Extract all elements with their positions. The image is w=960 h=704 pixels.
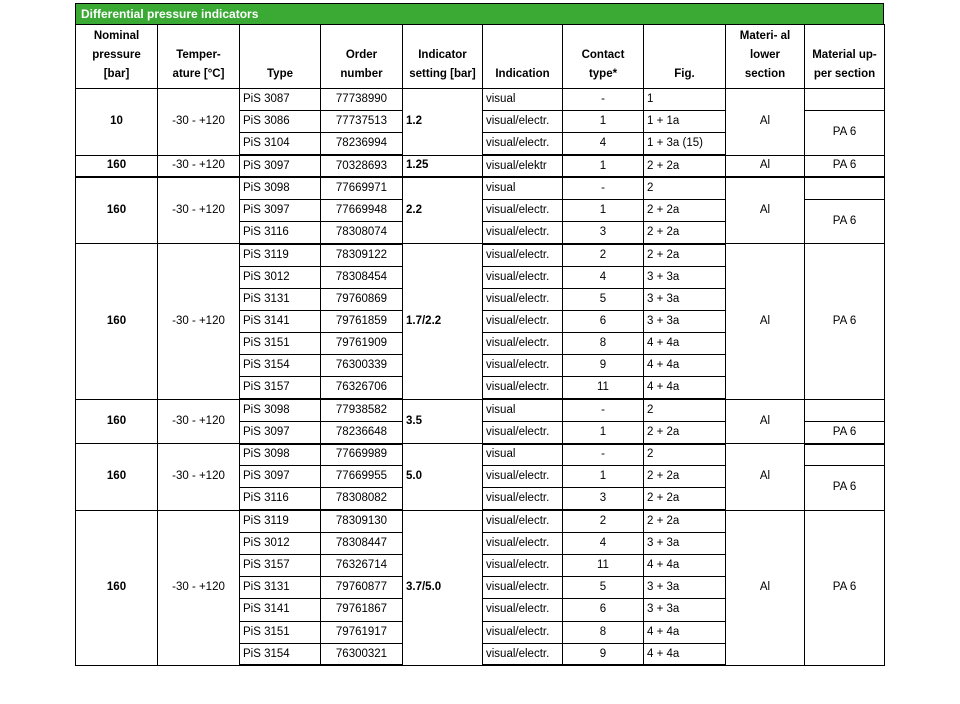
indication-cell: visual/electr. bbox=[483, 510, 563, 532]
order-number-cell: 78236994 bbox=[321, 133, 403, 155]
indicator-setting-cell: 5.0 bbox=[403, 444, 483, 511]
order-number-cell: 79760877 bbox=[321, 577, 403, 599]
contact-type-cell: 1 bbox=[563, 421, 644, 443]
fig-cell: 1 + 1a bbox=[644, 111, 726, 133]
type-cell: PiS 3157 bbox=[240, 377, 321, 399]
indicator-setting-cell: 3.5 bbox=[403, 399, 483, 443]
contact-type-cell: 3 bbox=[563, 488, 644, 510]
fig-cell: 2 bbox=[644, 399, 726, 421]
indicator-table bbox=[75, 24, 885, 666]
nominal-pressure-cell: 160 bbox=[76, 244, 158, 399]
type-cell: PiS 3154 bbox=[240, 355, 321, 377]
order-number-cell: 79761859 bbox=[321, 310, 403, 332]
fig-cell: 3 + 3a bbox=[644, 577, 726, 599]
type-cell: PiS 3012 bbox=[240, 532, 321, 554]
material-lower-cell: Al bbox=[726, 510, 805, 665]
contact-type-cell: - bbox=[563, 399, 644, 421]
type-cell: PiS 3119 bbox=[240, 510, 321, 532]
indication-cell: visual/electr. bbox=[483, 532, 563, 554]
order-number-cell: 77669955 bbox=[321, 466, 403, 488]
fig-cell: 2 + 2a bbox=[644, 222, 726, 244]
fig-cell: 4 + 4a bbox=[644, 554, 726, 576]
table-title: Differential pressure indicators bbox=[75, 3, 884, 24]
order-number-cell: 77669971 bbox=[321, 177, 403, 199]
header-material-upper: Material up- per section bbox=[805, 25, 885, 89]
order-number-cell: 76300321 bbox=[321, 643, 403, 665]
fig-cell: 2 + 2a bbox=[644, 199, 726, 221]
material-upper-cell: PA 6 bbox=[805, 421, 885, 443]
type-cell: PiS 3116 bbox=[240, 222, 321, 244]
order-number-cell: 79761909 bbox=[321, 333, 403, 355]
temperature-cell: -30 - +120 bbox=[158, 177, 240, 244]
contact-type-cell: 9 bbox=[563, 643, 644, 665]
indication-cell: visual/electr. bbox=[483, 577, 563, 599]
fig-cell: 2 + 2a bbox=[644, 244, 726, 266]
material-upper-cell: PA 6 bbox=[805, 510, 885, 665]
nominal-pressure-cell: 10 bbox=[76, 89, 158, 156]
table-row bbox=[76, 89, 885, 111]
fig-cell: 3 + 3a bbox=[644, 310, 726, 332]
fig-cell: 4 + 4a bbox=[644, 377, 726, 399]
order-number-cell: 77938582 bbox=[321, 399, 403, 421]
order-number-cell: 79761917 bbox=[321, 621, 403, 643]
fig-cell: 2 + 2a bbox=[644, 155, 726, 177]
fig-cell: 3 + 3a bbox=[644, 288, 726, 310]
indication-cell: visual/electr. bbox=[483, 111, 563, 133]
indication-cell: visual bbox=[483, 444, 563, 466]
header-material-lower: Materi- al lower section bbox=[726, 25, 805, 89]
indicator-setting-cell: 1.2 bbox=[403, 89, 483, 156]
indication-cell: visual/electr. bbox=[483, 199, 563, 221]
contact-type-cell: 3 bbox=[563, 222, 644, 244]
material-upper-cell: PA 6 bbox=[805, 155, 885, 177]
contact-type-cell: 11 bbox=[563, 377, 644, 399]
indication-cell: visual/electr. bbox=[483, 621, 563, 643]
order-number-cell: 79761867 bbox=[321, 599, 403, 621]
type-cell: PiS 3141 bbox=[240, 599, 321, 621]
order-number-cell: 78308454 bbox=[321, 266, 403, 288]
indication-cell: visual bbox=[483, 89, 563, 111]
material-upper-cell: PA 6 bbox=[805, 466, 885, 510]
contact-type-cell: 1 bbox=[563, 199, 644, 221]
header-contact-type: Contact type* bbox=[563, 25, 644, 89]
temperature-cell: -30 - +120 bbox=[158, 244, 240, 399]
temperature-cell: -30 - +120 bbox=[158, 155, 240, 177]
indication-cell: visual/electr. bbox=[483, 310, 563, 332]
material-lower-cell: Al bbox=[726, 244, 805, 399]
table-row bbox=[76, 399, 885, 421]
type-cell: PiS 3086 bbox=[240, 111, 321, 133]
type-cell: PiS 3098 bbox=[240, 177, 321, 199]
fig-cell: 2 bbox=[644, 177, 726, 199]
order-number-cell: 76326706 bbox=[321, 377, 403, 399]
temperature-cell: -30 - +120 bbox=[158, 510, 240, 665]
indication-cell: visual/electr. bbox=[483, 133, 563, 155]
indicator-setting-cell: 3.7/5.0 bbox=[403, 510, 483, 665]
type-cell: PiS 3154 bbox=[240, 643, 321, 665]
type-cell: PiS 3097 bbox=[240, 421, 321, 443]
material-lower-cell: Al bbox=[726, 399, 805, 443]
indicator-setting-cell: 2.2 bbox=[403, 177, 483, 244]
type-cell: PiS 3116 bbox=[240, 488, 321, 510]
contact-type-cell: 5 bbox=[563, 577, 644, 599]
indication-cell: visual/electr. bbox=[483, 643, 563, 665]
table-row bbox=[76, 444, 885, 466]
type-cell: PiS 3087 bbox=[240, 89, 321, 111]
indication-cell: visual bbox=[483, 399, 563, 421]
indication-cell: visual/elektr bbox=[483, 155, 563, 177]
indication-cell: visual/electr. bbox=[483, 488, 563, 510]
type-cell: PiS 3151 bbox=[240, 333, 321, 355]
order-number-cell: 77737513 bbox=[321, 111, 403, 133]
fig-cell: 3 + 3a bbox=[644, 599, 726, 621]
table-row bbox=[76, 510, 885, 532]
material-upper-cell: PA 6 bbox=[805, 244, 885, 399]
material-lower-cell: Al bbox=[726, 155, 805, 177]
indication-cell: visual/electr. bbox=[483, 266, 563, 288]
type-cell: PiS 3104 bbox=[240, 133, 321, 155]
order-number-cell: 78308447 bbox=[321, 532, 403, 554]
indication-cell: visual bbox=[483, 177, 563, 199]
header-fig: Fig. bbox=[644, 25, 726, 89]
nominal-pressure-cell: 160 bbox=[76, 399, 158, 443]
contact-type-cell: - bbox=[563, 444, 644, 466]
order-number-cell: 78236648 bbox=[321, 421, 403, 443]
order-number-cell: 78309130 bbox=[321, 510, 403, 532]
type-cell: PiS 3131 bbox=[240, 288, 321, 310]
contact-type-cell: 2 bbox=[563, 244, 644, 266]
fig-cell: 1 bbox=[644, 89, 726, 111]
indication-cell: visual/electr. bbox=[483, 222, 563, 244]
material-lower-cell: Al bbox=[726, 177, 805, 244]
fig-cell: 4 + 4a bbox=[644, 621, 726, 643]
temperature-cell: -30 - +120 bbox=[158, 399, 240, 443]
material-upper-cell bbox=[805, 177, 885, 199]
order-number-cell: 79760869 bbox=[321, 288, 403, 310]
contact-type-cell: 8 bbox=[563, 333, 644, 355]
document-page bbox=[75, 3, 884, 666]
header-temperature: Temper- ature [°C] bbox=[158, 25, 240, 89]
contact-type-cell: 6 bbox=[563, 599, 644, 621]
contact-type-cell: 1 bbox=[563, 111, 644, 133]
contact-type-cell: 6 bbox=[563, 310, 644, 332]
fig-cell: 2 + 2a bbox=[644, 488, 726, 510]
contact-type-cell: 4 bbox=[563, 266, 644, 288]
temperature-cell: -30 - +120 bbox=[158, 444, 240, 511]
order-number-cell: 77669989 bbox=[321, 444, 403, 466]
nominal-pressure-cell: 160 bbox=[76, 177, 158, 244]
indication-cell: visual/electr. bbox=[483, 466, 563, 488]
indication-cell: visual/electr. bbox=[483, 244, 563, 266]
order-number-cell: 78309122 bbox=[321, 244, 403, 266]
order-number-cell: 78308082 bbox=[321, 488, 403, 510]
indication-cell: visual/electr. bbox=[483, 554, 563, 576]
order-number-cell: 77738990 bbox=[321, 89, 403, 111]
material-upper-cell bbox=[805, 444, 885, 466]
contact-type-cell: 1 bbox=[563, 155, 644, 177]
contact-type-cell: 4 bbox=[563, 532, 644, 554]
fig-cell: 2 + 2a bbox=[644, 466, 726, 488]
order-number-cell: 77669948 bbox=[321, 199, 403, 221]
material-lower-cell: Al bbox=[726, 89, 805, 156]
table-header bbox=[76, 25, 885, 89]
material-upper-cell bbox=[805, 399, 885, 421]
type-cell: PiS 3097 bbox=[240, 155, 321, 177]
header-nominal-pressure: Nominal pressure [bar] bbox=[76, 25, 158, 89]
header-indication: Indication bbox=[483, 25, 563, 89]
type-cell: PiS 3157 bbox=[240, 554, 321, 576]
header-order-number: Order number bbox=[321, 25, 403, 89]
type-cell: PiS 3141 bbox=[240, 310, 321, 332]
temperature-cell: -30 - +120 bbox=[158, 89, 240, 156]
indication-cell: visual/electr. bbox=[483, 599, 563, 621]
contact-type-cell: 4 bbox=[563, 133, 644, 155]
nominal-pressure-cell: 160 bbox=[76, 444, 158, 511]
fig-cell: 3 + 3a bbox=[644, 532, 726, 554]
order-number-cell: 76326714 bbox=[321, 554, 403, 576]
contact-type-cell: 5 bbox=[563, 288, 644, 310]
contact-type-cell: 1 bbox=[563, 466, 644, 488]
type-cell: PiS 3097 bbox=[240, 199, 321, 221]
type-cell: PiS 3151 bbox=[240, 621, 321, 643]
contact-type-cell: - bbox=[563, 177, 644, 199]
table-body bbox=[76, 89, 885, 666]
indication-cell: visual/electr. bbox=[483, 288, 563, 310]
type-cell: PiS 3098 bbox=[240, 399, 321, 421]
material-upper-cell bbox=[805, 89, 885, 111]
table-row bbox=[76, 155, 885, 177]
order-number-cell: 76300339 bbox=[321, 355, 403, 377]
indication-cell: visual/electr. bbox=[483, 355, 563, 377]
order-number-cell: 78308074 bbox=[321, 222, 403, 244]
contact-type-cell: - bbox=[563, 89, 644, 111]
indication-cell: visual/electr. bbox=[483, 421, 563, 443]
type-cell: PiS 3097 bbox=[240, 466, 321, 488]
type-cell: PiS 3119 bbox=[240, 244, 321, 266]
indicator-setting-cell: 1.7/2.2 bbox=[403, 244, 483, 399]
contact-type-cell: 2 bbox=[563, 510, 644, 532]
fig-cell: 3 + 3a bbox=[644, 266, 726, 288]
nominal-pressure-cell: 160 bbox=[76, 510, 158, 665]
fig-cell: 4 + 4a bbox=[644, 643, 726, 665]
type-cell: PiS 3098 bbox=[240, 444, 321, 466]
table-row bbox=[76, 177, 885, 199]
fig-cell: 2 bbox=[644, 444, 726, 466]
fig-cell: 2 + 2a bbox=[644, 421, 726, 443]
indication-cell: visual/electr. bbox=[483, 377, 563, 399]
contact-type-cell: 9 bbox=[563, 355, 644, 377]
fig-cell: 4 + 4a bbox=[644, 355, 726, 377]
type-cell: PiS 3131 bbox=[240, 577, 321, 599]
order-number-cell: 70328693 bbox=[321, 155, 403, 177]
material-upper-cell: PA 6 bbox=[805, 199, 885, 243]
material-lower-cell: Al bbox=[726, 444, 805, 511]
indicator-setting-cell: 1.25 bbox=[403, 155, 483, 177]
header-type: Type bbox=[240, 25, 321, 89]
type-cell: PiS 3012 bbox=[240, 266, 321, 288]
contact-type-cell: 11 bbox=[563, 554, 644, 576]
fig-cell: 4 + 4a bbox=[644, 333, 726, 355]
contact-type-cell: 8 bbox=[563, 621, 644, 643]
fig-cell: 2 + 2a bbox=[644, 510, 726, 532]
material-upper-cell: PA 6 bbox=[805, 111, 885, 155]
fig-cell: 1 + 3a (15) bbox=[644, 133, 726, 155]
indication-cell: visual/electr. bbox=[483, 333, 563, 355]
nominal-pressure-cell: 160 bbox=[76, 155, 158, 177]
table-row bbox=[76, 244, 885, 266]
header-indicator-setting: Indicator setting [bar] bbox=[403, 25, 483, 89]
